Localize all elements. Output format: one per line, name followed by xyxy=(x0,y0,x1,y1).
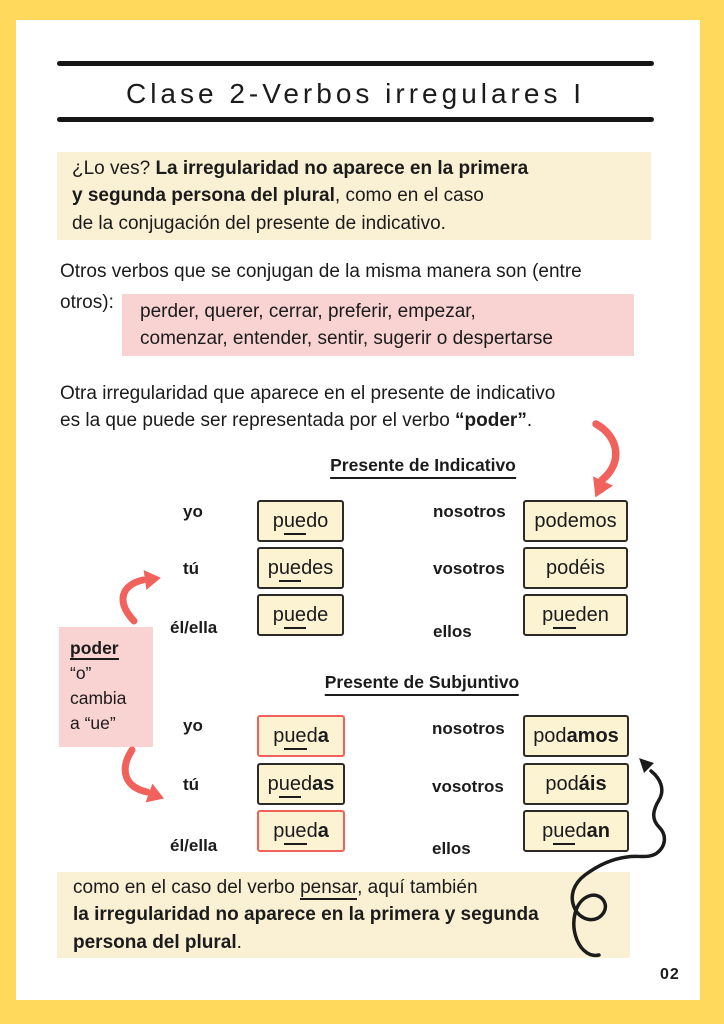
person-label-nosotros: nosotros xyxy=(433,502,506,521)
verb-bold: a xyxy=(317,724,329,747)
verb-mid: do xyxy=(306,509,329,532)
poder-intro-line1: Otra irregularidad que aparece en el presente de indicativo xyxy=(60,383,556,404)
verb-pre: p xyxy=(542,819,554,842)
verb-bold: as xyxy=(312,772,335,795)
verb-list-line2: comenzar, entender, sentir, sugerir o despertarse xyxy=(140,328,553,349)
other-verbs-intro-line1: Otros verbos que se conjugan de la misma manera son (entre xyxy=(60,261,582,282)
person-label-yo: yo xyxy=(183,502,203,521)
verb-bold: amos xyxy=(566,724,619,747)
verb-underlined: ue xyxy=(284,510,306,535)
verb-underlined: ue xyxy=(553,820,575,845)
verb-pre: p xyxy=(273,819,285,842)
verb-box-subjuntivo-tu xyxy=(257,763,345,805)
intro-note-line2 xyxy=(72,182,651,210)
verb-list-line1: perder, querer, cerrar, preferir, empezar, xyxy=(140,301,476,322)
verb-text xyxy=(273,820,329,843)
verb-pre: p xyxy=(267,772,279,795)
person-label-ellos: ellos xyxy=(433,622,472,641)
verb-text xyxy=(533,725,619,748)
person-label-el-ella: él/ella xyxy=(170,836,218,855)
verb-box-indicativo-el-ella xyxy=(257,594,344,636)
conclusion-bold: la irregularidad no aparece en la primera y segunda xyxy=(73,904,539,926)
conclusion-note-line3 xyxy=(73,929,630,957)
verb-pre: p xyxy=(272,603,284,626)
verb-underlined: ue xyxy=(284,604,306,629)
poder-rule-line2: cambia xyxy=(70,688,127,708)
poder-intro-bold: “poder” xyxy=(455,410,527,431)
person-label-nosotros: nosotros xyxy=(432,719,505,738)
person-label-el-ella: él/ella xyxy=(170,618,218,637)
verb-mid: d xyxy=(301,772,313,795)
person-label-vosotros: vosotros xyxy=(433,559,505,578)
poder-rule-line1: “o” xyxy=(70,663,92,683)
intro-note-line1 xyxy=(72,155,651,183)
conclusion-underlined: pensar xyxy=(300,876,358,898)
verb-pre: podemos xyxy=(534,509,617,532)
verb-mid: d xyxy=(306,724,318,747)
intro-note xyxy=(57,152,651,240)
person-label-yo: yo xyxy=(183,716,203,735)
verb-pre: p xyxy=(272,509,284,532)
intro-note-regular: de la conjugación del presente de indicativo. xyxy=(72,212,446,234)
verb-list-box xyxy=(122,294,634,356)
person-label-vosotros: vosotros xyxy=(432,777,504,796)
verb-text xyxy=(546,557,605,580)
conclusion-regular: como en el caso del verbo xyxy=(73,876,301,898)
verb-underlined: ue xyxy=(284,725,306,750)
person-label-ellos: ellos xyxy=(432,839,471,858)
conclusion-regular: , aquí también xyxy=(357,876,478,898)
verb-mid: de xyxy=(306,603,329,626)
verb-box-indicativo-nosotros xyxy=(523,500,628,542)
verb-underlined: ue xyxy=(553,604,575,629)
poder-intro-line2 xyxy=(60,407,532,434)
verb-text xyxy=(273,510,329,533)
verb-text xyxy=(268,773,335,796)
page-number: 02 xyxy=(660,966,680,983)
verb-box-indicativo-tu xyxy=(257,547,344,589)
verb-box-subjuntivo-vosotros xyxy=(523,763,629,805)
conclusion-bold: persona del plural xyxy=(73,931,237,953)
verb-text xyxy=(273,604,329,627)
verb-text xyxy=(542,604,609,627)
intro-note-regular: ¿Lo ves? xyxy=(72,157,156,179)
verb-underlined: ue xyxy=(279,773,301,798)
indicativo-heading: Presente de Indicativo xyxy=(330,455,516,479)
poder-rule-box xyxy=(59,627,153,747)
verb-text xyxy=(273,725,329,748)
verb-box-subjuntivo-yo xyxy=(257,715,345,757)
title-bottom-rule xyxy=(57,117,654,122)
poder-intro-regular: es la que puede ser representada por el verbo xyxy=(60,410,456,431)
page-title: Clase 2-Verbos irregulares I xyxy=(125,78,586,109)
person-label-tu: tú xyxy=(183,775,200,794)
verb-mid: des xyxy=(301,556,334,579)
conclusion-note-line1 xyxy=(73,874,630,902)
verb-box-subjuntivo-el-ella xyxy=(257,810,345,852)
poder-intro-regular: . xyxy=(526,410,533,431)
intro-note-line3 xyxy=(72,210,651,238)
verb-text xyxy=(268,557,334,580)
verb-pre: p xyxy=(267,556,279,579)
poder-rule-title-text: poder xyxy=(70,638,119,658)
verb-mid: d xyxy=(306,819,318,842)
verb-box-subjuntivo-nosotros xyxy=(523,715,629,757)
verb-pre: podéis xyxy=(546,556,605,579)
verb-bold: áis xyxy=(578,772,607,795)
intro-note-regular: , como en el caso xyxy=(334,185,484,207)
other-verbs-intro-line2: otros): xyxy=(60,292,114,313)
verb-box-indicativo-vosotros xyxy=(523,547,628,589)
verb-text xyxy=(542,820,610,843)
verb-bold: a xyxy=(317,819,329,842)
verb-underlined: ue xyxy=(284,820,306,845)
conclusion-note-line2 xyxy=(73,901,630,929)
verb-pre: p xyxy=(273,724,285,747)
verb-box-indicativo-ellos xyxy=(523,594,628,636)
subjuntivo-heading: Presente de Subjuntivo xyxy=(325,672,519,696)
person-label-tu: tú xyxy=(183,559,200,578)
conclusion-note xyxy=(57,872,630,958)
verb-mid: den xyxy=(575,603,609,626)
verb-text xyxy=(534,510,616,533)
intro-note-bold: La irregularidad no aparece en la primera xyxy=(155,157,529,179)
intro-note-bold: y segunda persona del plural xyxy=(72,185,335,207)
verb-box-subjuntivo-ellos xyxy=(523,810,629,852)
verb-mid: d xyxy=(575,819,587,842)
verb-pre: p xyxy=(542,603,554,626)
conclusion-regular: . xyxy=(236,931,242,953)
title-top-rule xyxy=(57,61,654,66)
verb-box-indicativo-yo xyxy=(257,500,344,542)
verb-pre: pod xyxy=(545,772,579,795)
verb-bold: an xyxy=(586,819,610,842)
poder-rule-title xyxy=(70,636,153,661)
verb-text xyxy=(545,773,606,796)
poder-rule-line3: a “ue” xyxy=(70,713,116,733)
verb-pre: pod xyxy=(533,724,567,747)
verb-underlined: ue xyxy=(279,557,301,582)
